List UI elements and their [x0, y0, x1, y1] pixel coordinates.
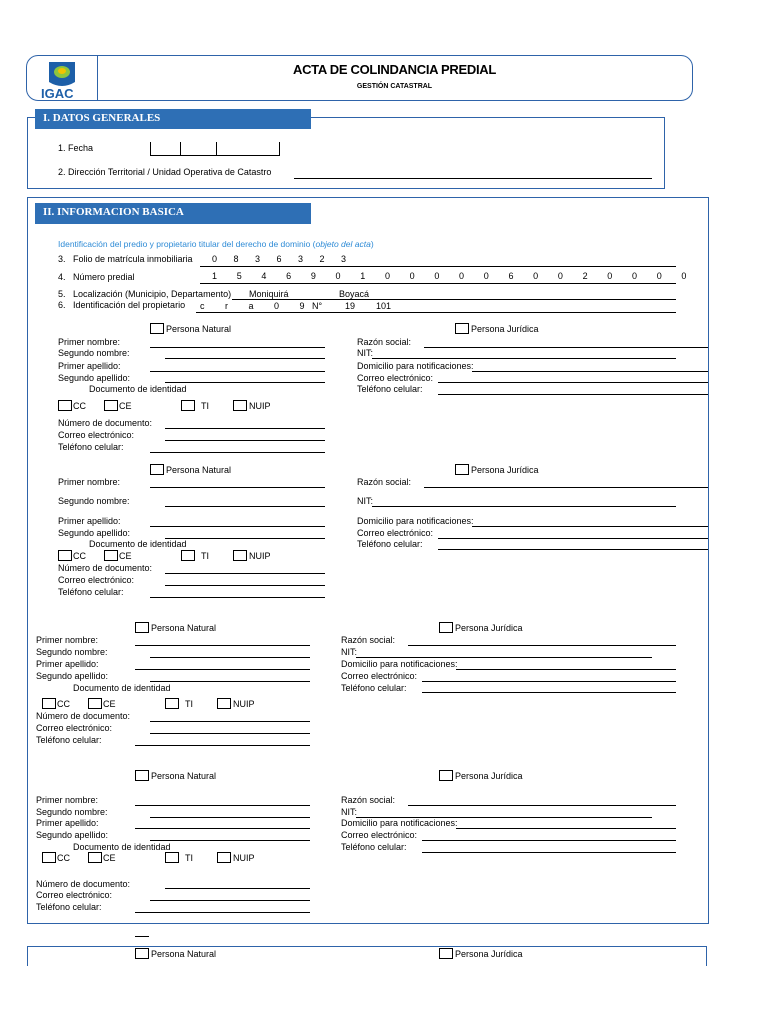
correo-juridica-label: Correo electrónico:	[341, 671, 418, 681]
domicilio-label: Domicilio para notificaciones:	[357, 361, 474, 371]
nuip-checkbox[interactable]	[217, 852, 231, 863]
segundo-nombre-field[interactable]	[150, 657, 310, 658]
folio-label: Folio de matrícula inmobiliaria	[73, 254, 193, 264]
segundo-apellido-label: Segundo apellido:	[36, 671, 109, 681]
segundo-apellido-label: Segundo apellido:	[36, 830, 109, 840]
nuip-label: NUIP	[249, 401, 271, 411]
cc-label: CC	[57, 699, 70, 709]
nuip-label: NUIP	[233, 853, 255, 863]
correo-label: Correo electrónico:	[58, 575, 135, 585]
razon-social-label: Razón social:	[341, 635, 396, 645]
segundo-nombre-label: Segundo nombre:	[36, 647, 108, 657]
folio-field[interactable]	[200, 266, 676, 267]
predial-field[interactable]	[200, 283, 676, 284]
nuip-checkbox[interactable]	[233, 550, 247, 561]
telefono-label: Teléfono celular:	[36, 902, 102, 912]
primer-nombre-field[interactable]	[150, 347, 325, 348]
primer-apellido-field[interactable]	[150, 526, 325, 527]
domicilio-label: Domicilio para notificaciones:	[341, 818, 458, 828]
numero-documento-label: Número de documento:	[58, 418, 153, 428]
domicilio-field[interactable]	[472, 371, 708, 372]
persona-juridica-checkbox[interactable]	[439, 948, 453, 959]
domicilio-label: Domicilio para notificaciones:	[341, 659, 458, 669]
persona-natural-checkbox[interactable]	[135, 622, 149, 633]
next-block-panel	[27, 946, 707, 966]
documento-identidad-label: Documento de identidad	[73, 683, 171, 693]
localizacion-label: Localización (Municipio, Departamento)	[73, 289, 232, 299]
correo-juridica-label: Correo electrónico:	[341, 830, 418, 840]
persona-natural-label: Persona Natural	[166, 465, 232, 475]
segundo-apellido-field[interactable]	[150, 840, 310, 841]
razon-social-label: Razón social:	[357, 477, 412, 487]
propietario-field[interactable]	[196, 312, 676, 313]
nit-field[interactable]	[372, 358, 676, 359]
domicilio-label: Domicilio para notificaciones:	[357, 516, 474, 526]
nit-field[interactable]	[356, 657, 652, 658]
nit-label: NIT:	[341, 647, 358, 657]
cc-checkbox[interactable]	[58, 550, 72, 561]
correo-juridica-field[interactable]	[422, 840, 676, 841]
nit-label: NIT:	[357, 348, 374, 358]
ce-checkbox[interactable]	[104, 400, 118, 411]
domicilio-field[interactable]	[456, 669, 676, 670]
predial-number: 4.	[58, 272, 66, 282]
nuip-label: NUIP	[249, 551, 271, 561]
segundo-apellido-field[interactable]	[165, 382, 325, 383]
correo-field[interactable]	[150, 900, 310, 901]
primer-nombre-label: Primer nombre:	[36, 635, 99, 645]
documento-identidad-label: Documento de identidad	[89, 539, 187, 549]
predial-label: Número predial	[73, 272, 135, 282]
telefono-juridica-field[interactable]	[438, 394, 708, 395]
ce-label: CE	[119, 401, 132, 411]
telefono-juridica-label: Teléfono celular:	[341, 683, 407, 693]
segundo-nombre-label: Segundo nombre:	[36, 807, 108, 817]
cc-label: CC	[73, 401, 86, 411]
correo-field[interactable]	[150, 733, 310, 734]
localizacion-field[interactable]	[232, 299, 676, 300]
documento-identidad-label: Documento de identidad	[73, 842, 171, 852]
primer-apellido-field[interactable]	[150, 371, 325, 372]
propietario-number: 6.	[58, 300, 66, 310]
informacion-basica-title: II. INFORMACION BASICA	[35, 203, 311, 224]
nit-label: NIT:	[357, 496, 374, 506]
persona-natural-label: Persona Natural	[151, 949, 217, 959]
cc-checkbox[interactable]	[42, 698, 56, 709]
persona-juridica-label: Persona Jurídica	[471, 465, 539, 475]
cc-label: CC	[57, 853, 70, 863]
ce-checkbox[interactable]	[88, 698, 102, 709]
persona-juridica-label: Persona Jurídica	[455, 949, 523, 959]
numero-documento-field[interactable]	[165, 573, 325, 574]
localizacion-municipio: Moniquirá	[249, 289, 289, 299]
correo-juridica-field[interactable]	[438, 538, 708, 539]
numero-documento-label: Número de documento:	[58, 563, 153, 573]
primer-nombre-field[interactable]	[150, 487, 325, 488]
numero-documento-label: Número de documento:	[36, 879, 131, 889]
fecha-label: 1. Fecha	[58, 143, 94, 153]
ti-checkbox[interactable]	[181, 550, 195, 561]
ti-checkbox[interactable]	[181, 400, 195, 411]
nuip-checkbox[interactable]	[217, 698, 231, 709]
telefono-field[interactable]	[150, 452, 325, 453]
razon-social-field[interactable]	[424, 347, 708, 348]
propietario-value: c r a 0 9	[200, 301, 314, 311]
primer-apellido-label: Primer apellido:	[58, 516, 121, 526]
telefono-juridica-field[interactable]	[438, 549, 708, 550]
predial-value: 1 5 4 6 9 0 1 0 0 0 0 0 6 0 0 2 0 0 0 0	[212, 271, 696, 281]
numero-documento-field[interactable]	[165, 888, 310, 889]
nit-label: NIT:	[341, 807, 358, 817]
separator-mark	[135, 936, 149, 937]
correo-juridica-label: Correo electrónico:	[357, 528, 434, 538]
persona-natural-checkbox[interactable]	[150, 464, 164, 475]
telefono-field[interactable]	[135, 745, 310, 746]
ti-label: TI	[201, 401, 209, 411]
numero-documento-label: Número de documento:	[36, 711, 131, 721]
persona-juridica-checkbox[interactable]	[439, 770, 453, 781]
telefono-label: Teléfono celular:	[36, 735, 102, 745]
correo-juridica-field[interactable]	[422, 681, 676, 682]
primer-nombre-field[interactable]	[135, 805, 310, 806]
correo-label: Correo electrónico:	[36, 723, 113, 733]
ce-label: CE	[103, 853, 116, 863]
header	[26, 55, 693, 101]
primer-apellido-label: Primer apellido:	[36, 659, 99, 669]
primer-nombre-field[interactable]	[135, 645, 310, 646]
segundo-apellido-field[interactable]	[150, 681, 310, 682]
persona-juridica-checkbox[interactable]	[455, 464, 469, 475]
propietario-no-1: 19	[345, 301, 356, 311]
logo-text: IGAC	[41, 86, 74, 101]
fecha-field[interactable]	[150, 142, 280, 156]
primer-apellido-field[interactable]	[135, 828, 310, 829]
localizacion-number: 5.	[58, 289, 66, 299]
primer-apellido-field[interactable]	[135, 669, 310, 670]
telefono-juridica-label: Teléfono celular:	[341, 842, 407, 852]
nit-field[interactable]	[372, 506, 676, 507]
razon-social-field[interactable]	[424, 487, 708, 488]
primer-apellido-label: Primer apellido:	[36, 818, 99, 828]
telefono-juridica-label: Teléfono celular:	[357, 539, 423, 549]
correo-field[interactable]	[165, 585, 325, 586]
direccion-field[interactable]	[294, 178, 652, 179]
telefono-field[interactable]	[135, 912, 310, 913]
persona-natural-checkbox[interactable]	[150, 323, 164, 334]
primer-nombre-label: Primer nombre:	[36, 795, 99, 805]
segundo-nombre-field[interactable]	[165, 506, 325, 507]
segundo-nombre-field[interactable]	[165, 358, 325, 359]
segundo-apellido-label: Segundo apellido:	[58, 528, 131, 538]
segundo-nombre-label: Segundo nombre:	[58, 348, 130, 358]
identificacion-intro: Identificación del predio y propietario titular del derecho de dominio (objeto del acta)	[58, 239, 374, 249]
persona-natural-label: Persona Natural	[166, 324, 232, 334]
ce-checkbox[interactable]	[104, 550, 118, 561]
persona-natural-checkbox[interactable]	[135, 770, 149, 781]
domicilio-field[interactable]	[456, 828, 676, 829]
telefono-label: Teléfono celular:	[58, 587, 124, 597]
correo-label: Correo electrónico:	[36, 890, 113, 900]
nuip-checkbox[interactable]	[233, 400, 247, 411]
telefono-label: Teléfono celular:	[58, 442, 124, 452]
segundo-apellido-field[interactable]	[165, 538, 325, 539]
datos-generales-title: I. DATOS GENERALES	[35, 109, 311, 129]
razon-social-field[interactable]	[408, 645, 676, 646]
correo-juridica-label: Correo electrónico:	[357, 373, 434, 383]
telefono-juridica-field[interactable]	[422, 852, 676, 853]
numero-documento-field[interactable]	[150, 721, 310, 722]
cc-checkbox[interactable]	[42, 852, 56, 863]
document-title: ACTA DE COLINDANCIA PREDIAL	[292, 62, 497, 77]
persona-juridica-label: Persona Jurídica	[455, 771, 523, 781]
correo-juridica-field[interactable]	[438, 382, 708, 383]
folio-number: 3.	[58, 254, 66, 264]
primer-nombre-label: Primer nombre:	[58, 477, 121, 487]
ce-label: CE	[119, 551, 132, 561]
segundo-nombre-field[interactable]	[150, 817, 310, 818]
telefono-field[interactable]	[150, 597, 325, 598]
numero-documento-field[interactable]	[165, 428, 325, 429]
nuip-label: NUIP	[233, 699, 255, 709]
segundo-apellido-label: Segundo apellido:	[58, 373, 131, 383]
correo-label: Correo electrónico:	[58, 430, 135, 440]
ti-checkbox[interactable]	[165, 852, 179, 863]
persona-natural-label: Persona Natural	[151, 623, 217, 633]
primer-apellido-label: Primer apellido:	[58, 361, 121, 371]
persona-natural-label: Persona Natural	[151, 771, 217, 781]
correo-field[interactable]	[165, 440, 325, 441]
segundo-nombre-label: Segundo nombre:	[58, 496, 130, 506]
persona-juridica-checkbox[interactable]	[455, 323, 469, 334]
propietario-no-label: N°	[312, 301, 323, 311]
folio-value: 0 8 3 6 3 2 3	[212, 254, 354, 264]
telefono-juridica-field[interactable]	[422, 692, 676, 693]
ti-label: TI	[185, 699, 193, 709]
persona-juridica-label: Persona Jurídica	[455, 623, 523, 633]
persona-juridica-checkbox[interactable]	[439, 622, 453, 633]
persona-natural-checkbox[interactable]	[135, 948, 149, 959]
ce-label: CE	[103, 699, 116, 709]
razon-social-label: Razón social:	[341, 795, 396, 805]
cc-checkbox[interactable]	[58, 400, 72, 411]
razon-social-label: Razón social:	[357, 337, 412, 347]
ti-label: TI	[185, 853, 193, 863]
domicilio-field[interactable]	[472, 526, 708, 527]
razon-social-field[interactable]	[408, 805, 676, 806]
ti-checkbox[interactable]	[165, 698, 179, 709]
propietario-label: Identificación del propietario	[73, 300, 186, 310]
telefono-juridica-label: Teléfono celular:	[357, 384, 423, 394]
ti-label: TI	[201, 551, 209, 561]
igac-logo	[27, 56, 98, 100]
document-subtitle: GESTIÓN CATASTRAL	[356, 83, 433, 90]
ce-checkbox[interactable]	[88, 852, 102, 863]
documento-identidad-label: Documento de identidad	[89, 384, 187, 394]
persona-juridica-label: Persona Jurídica	[471, 324, 539, 334]
propietario-no-2: 101	[376, 301, 392, 311]
cc-label: CC	[73, 551, 86, 561]
localizacion-departamento: Boyacá	[339, 289, 370, 299]
primer-nombre-label: Primer nombre:	[58, 337, 121, 347]
direccion-label: 2. Dirección Territorial / Unidad Operativa de Catastro	[58, 167, 272, 177]
